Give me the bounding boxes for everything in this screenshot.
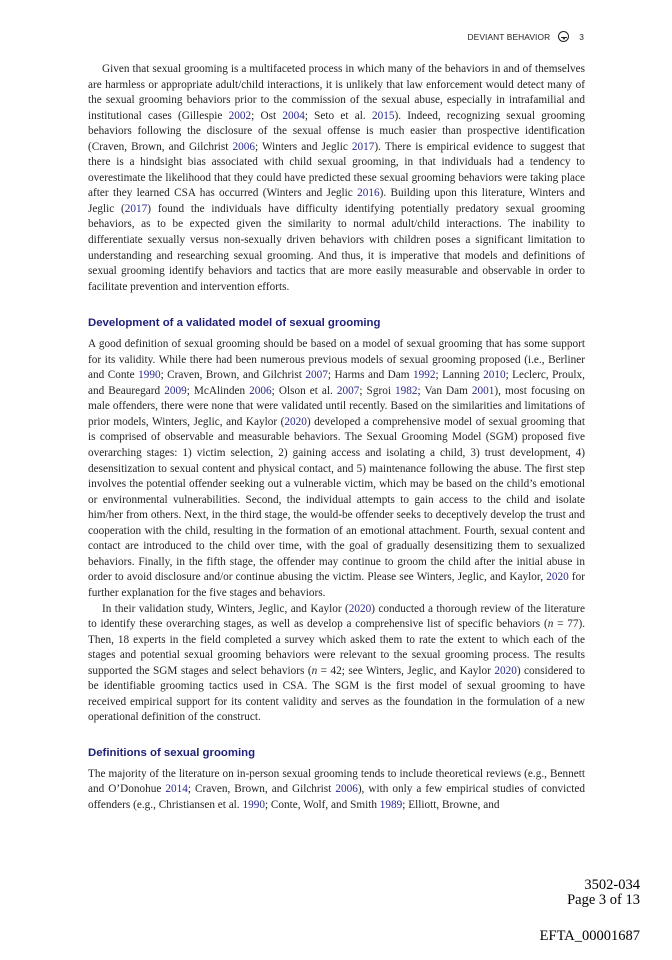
document-stamp	[567, 878, 640, 908]
citation-link[interactable]: 1989	[379, 798, 403, 811]
citation-link[interactable]: 2020	[284, 415, 307, 428]
citation-link[interactable]: 2007	[336, 384, 360, 397]
citation-link[interactable]: 2009	[164, 384, 187, 397]
section-heading-development: Development of a validated model of sexual grooming	[88, 317, 381, 330]
publisher-logo-icon	[558, 31, 569, 42]
citation-link[interactable]: 2020	[494, 664, 517, 677]
citation-link[interactable]: 2017	[124, 202, 148, 215]
citation-link[interactable]: 2006	[335, 783, 358, 796]
citation-link[interactable]: 2020	[546, 571, 569, 584]
citation-link[interactable]: 1990	[242, 798, 265, 811]
citation-link[interactable]: 1990	[138, 369, 161, 382]
paragraph-sgm-model: A good definition of sexual grooming should be based on a model of sexual grooming that has some support for its validity. While there had been numerous previous models of sexual grooming proposed (i.e., Berliner and Conte 1990; Craven, Brown, and Gilchrist 2007; Harms and Dam 1992; Lanning 2010; Leclerc, Proulx, and Beauregard 2009; McAlinden 2006; Olson et al. 2007; Sgroi 1982; Van Dam 2001), most focusing on male offenders, there were none that were validated until recently. Based on the similarities and limitations of prior models, Winters, Jeglic, and Kaylor (2020) developed a comprehensive model of sexual grooming that is comprised of observable and measurable behaviors. The Sexual Grooming Model (SGM) proposed five overarching stages: 1) victim selection, 2) gaining access and isolating a child, 3) trust development, 4) desensitization to sexual content and physical contact, and 5) maintenance following the abuse. The first step involves the potential offender seeking out a vulnerable victim, which may be based on the child’s emotional or environmental vulnerabilities. Second, the individual attempts to gain access to the child and isolate him/her from others. Next, in the third stage, the would-be offender seeks to deceptively develop the trust and cooperation with the child, resulting in the formation of an emotional attachment. Fourth, sexual content and contact are introduced to the child over time, with the goal of gradually desensitizing them to sexualized behaviors. Finally, in the fifth stage, the offender may continue to groom the child after the initial abuse in order to avoid disclosure and/or continue abusing the victim. Please see Winters, Jeglic, and Kaylor, 2020 for further explanation for the five stages and behaviors.	[88, 338, 586, 599]
citation-link[interactable]: 2006	[232, 140, 255, 153]
citation-link[interactable]: 2010	[483, 369, 506, 382]
italic-variable: n	[547, 618, 554, 631]
running-head	[468, 31, 585, 42]
bates-number: EFTA_00001687	[539, 928, 640, 944]
citation-link[interactable]: 2007	[305, 369, 328, 382]
citation-link[interactable]: 2004	[282, 109, 305, 122]
section-heading-definitions: Definitions of sexual grooming	[88, 746, 256, 759]
citation-link[interactable]: 2001	[471, 384, 495, 397]
citation-link[interactable]: 2002	[228, 109, 252, 122]
citation-link[interactable]: 1982	[395, 384, 418, 397]
paragraph-hindsight-bias: Given that sexual grooming is a multifaceted process in which many of the behaviors in and of themselves are harmless or appropriate adult/child interactions, it is unlikely that law enforcement would detect many of the sexual grooming behaviors prior to the commission of the sexual abuse, especially in intrafamilial and institutional cases (Gillespie 2002; Ost 2004; Seto et al. 2015). Indeed, recognizing sexual grooming behaviors following the disclosure of the sexual offense is much easier than prospective identification (Craven, Brown, and Gilchrist 2006; Winters and Jeglic 2017). There is empirical evidence to suggest that there is a hindsight bias associated with child sexual grooming, in that individuals had a tendency to overestimate the likelihood that they could have predicted these sexual grooming behaviors were taking place after they learned CSA has occurred (Winters and Jeglic 2016). Building upon this literature, Winters and Jeglic (2017) found the individuals have difficulty identifying potentially predatory sexual grooming behaviors, as to be expected given the similarity to normal adult/child interactions. The inability to differentiate sexually versus non-sexually driven behaviors with children poses a significant limitation to understanding and researching sexual grooming. And thus, it is imperative that models and definitions of sexual grooming identify behaviors and tactics that are more easily measurable and observable in order to facilitate prevention and intervention efforts.	[88, 63, 586, 293]
page-number: 3	[579, 31, 584, 42]
citation-link[interactable]: 1992	[413, 369, 436, 382]
citation-link[interactable]: 2020	[348, 602, 372, 615]
paragraph-validation-study: In their validation study, Winters, Jeglic, and Kaylor (2020) conducted a thorough review of the literature to identify these overarching stages, as well as develop a comprehensive list of specific behaviors (n = 77). Then, 18 experts in the field completed a survey which asked them to rate the extent to which each of the stages and potential sexual grooming behaviors were relevant to the sexual grooming process. The results supported the SGM stages and select behaviors (n = 42; see Winters, Jeglic, and Kaylor 2020) considered to be identifiable grooming tactics used in CSA. The SGM is the first model of sexual grooming to have received empirical support for its content validity and serves as the foundation in the formulation of a new operational definition of the construct.	[88, 602, 586, 724]
journal-title: DEVIANT BEHAVIOR	[467, 31, 551, 42]
citation-link[interactable]: 2006	[249, 384, 272, 397]
article-body	[88, 62, 585, 814]
citation-link[interactable]: 2015	[371, 109, 395, 122]
citation-link[interactable]: 2014	[165, 783, 188, 796]
italic-variable: n	[311, 664, 318, 677]
citation-link[interactable]: 2016	[357, 187, 380, 200]
paragraph-definitions: The majority of the literature on in-person sexual grooming tends to include theoretical reviews (e.g., Bennett and O’Donohue 2014; Craven, Brown, and Gilchrist 2006), with only a few empirical studies of convicted offenders (e.g., Christiansen et al. 1990; Conte, Wolf, and Smith 1989; Elliott, Browne, and	[88, 767, 586, 811]
document-id: 3502-034	[584, 877, 640, 893]
page-count: Page 3 of 13	[567, 892, 640, 908]
citation-link[interactable]: 2017	[351, 140, 375, 153]
